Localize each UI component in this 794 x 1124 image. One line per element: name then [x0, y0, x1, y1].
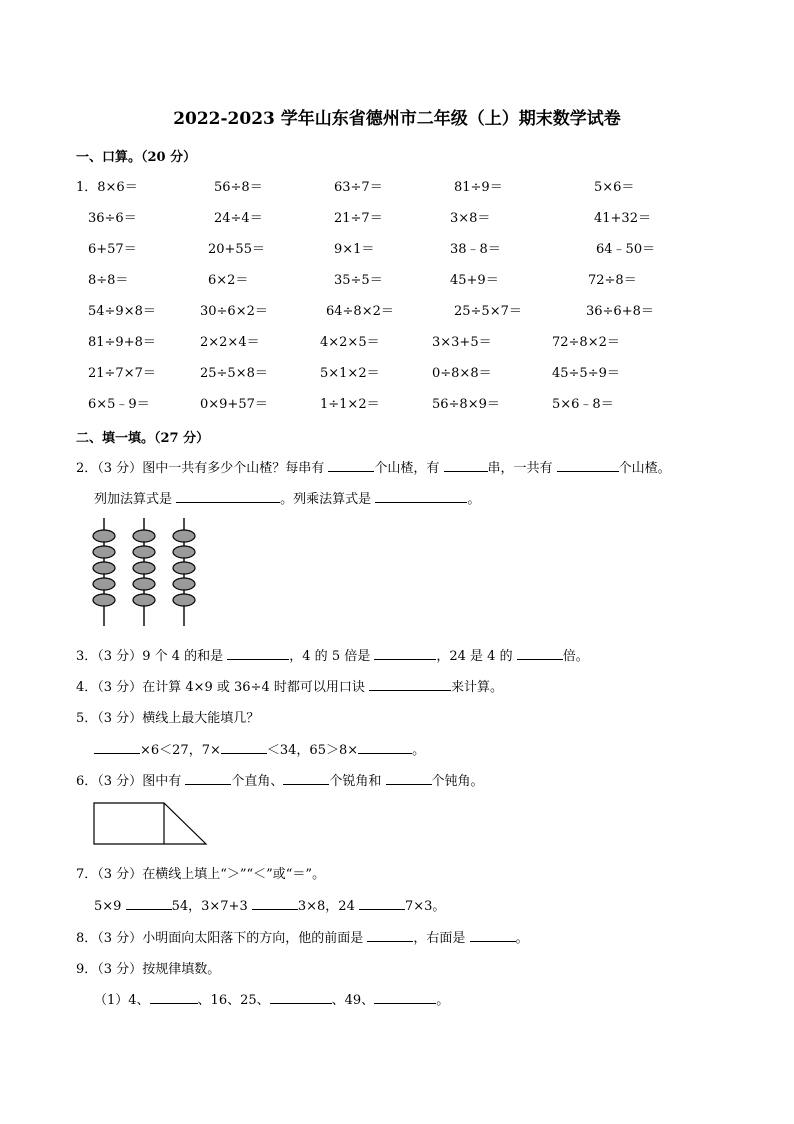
question-score: （3 分） — [97, 931, 143, 946]
question-7 — [76, 863, 325, 882]
question-text: 横线上最大能填几？ — [142, 711, 260, 726]
math-problem: 5×1×2＝ — [320, 366, 380, 381]
hawthorn-fruit — [133, 562, 155, 574]
math-problem: 25÷5×7＝ — [454, 304, 522, 319]
question-text: 个直角、 — [231, 774, 284, 789]
answer-blank[interactable] — [444, 459, 488, 472]
math-problem: 3×8＝ — [450, 211, 491, 226]
question-text: 。 — [467, 492, 481, 507]
question-text: 来计算。 — [451, 680, 504, 695]
question-text: ，24 是 4 的 — [436, 649, 513, 664]
math-problem: 38﹣8＝ — [450, 242, 501, 257]
math-problem: 3×3+5＝ — [432, 335, 492, 350]
question-number: 9． — [76, 962, 98, 977]
math-problem: 8÷8＝ — [88, 273, 129, 288]
page-title: 2022-2023 学年山东省德州市二年级（上）期末数学试卷 — [173, 109, 621, 129]
question-text: 7×3。 — [404, 899, 446, 914]
question-score: （3 分） — [97, 867, 143, 882]
answer-blank[interactable] — [374, 647, 436, 660]
question-number: 4． — [76, 680, 98, 695]
math-problem: 21÷7×7＝ — [88, 366, 156, 381]
hawthorn-fruit — [93, 546, 115, 558]
math-problem: 4×2×5＝ — [320, 335, 380, 350]
question-text: 个山楂，有 — [374, 461, 440, 476]
math-problem: 20+55＝ — [208, 242, 265, 257]
hawthorn-fruit — [133, 578, 155, 590]
answer-blank[interactable] — [94, 741, 140, 754]
math-problem: 6×2＝ — [208, 273, 249, 288]
question-text: 54，3×7+3 — [171, 899, 248, 914]
answer-blank[interactable] — [126, 897, 172, 910]
question-9-line2 — [94, 989, 449, 1008]
math-problem: 6+57＝ — [88, 242, 137, 257]
math-problem: 2×2×4＝ — [200, 335, 260, 350]
question-text: 个钝角。 — [431, 774, 484, 789]
answer-blank[interactable] — [227, 647, 289, 660]
math-problem: 5×6﹣8＝ — [552, 397, 614, 412]
question-2-line2 — [94, 488, 480, 507]
question-text: ＜34，65＞8× — [266, 743, 359, 758]
question-score: （3 分） — [97, 962, 143, 977]
math-problem: 72÷8×2＝ — [552, 335, 620, 350]
question-8 — [76, 927, 529, 946]
trapezoid-outline — [94, 803, 206, 844]
math-problem: 41+32＝ — [594, 211, 651, 226]
hawthorn-fruit — [133, 546, 155, 558]
math-problem: 81÷9+8＝ — [88, 335, 156, 350]
question-text: 图中有 — [142, 774, 182, 789]
hawthorn-fruit — [93, 578, 115, 590]
answer-blank[interactable] — [270, 991, 332, 1004]
question-7-line2 — [94, 895, 445, 914]
question-9 — [76, 958, 220, 977]
hawthorn-fruit — [173, 594, 195, 606]
hawthorn-fruit — [93, 562, 115, 574]
question-text: 。 — [436, 993, 450, 1008]
question-number: 8． — [76, 931, 98, 946]
math-problem: 0×9+57＝ — [200, 397, 268, 412]
question-score: （3 分） — [97, 649, 143, 664]
math-problem: 35÷5＝ — [334, 273, 383, 288]
answer-blank[interactable] — [375, 490, 467, 503]
question-text: 、49、 — [331, 993, 375, 1008]
hawthorn-fruit — [173, 578, 195, 590]
answer-blank[interactable] — [374, 991, 436, 1004]
question-4 — [76, 676, 503, 695]
question-text: ，右面是 — [413, 931, 466, 946]
hawthorn-fruit — [93, 594, 115, 606]
question-5-line2 — [94, 739, 425, 758]
math-problem: 1÷1×2＝ — [320, 397, 380, 412]
answer-blank[interactable] — [386, 772, 432, 785]
math-problem: 45÷5÷9＝ — [552, 366, 620, 381]
question-text: 串，一共有 — [487, 461, 553, 476]
math-problem: 9×1＝ — [334, 242, 375, 257]
math-problem: 5×6＝ — [594, 180, 635, 195]
math-problem: 36÷6＝ — [88, 211, 137, 226]
question-text: 。 — [412, 743, 426, 758]
answer-blank[interactable] — [359, 897, 405, 910]
answer-blank[interactable] — [358, 741, 412, 754]
question-score: （3 分） — [97, 711, 143, 726]
question-text: 倍。 — [562, 649, 589, 664]
section2-heading: 二、填一填。（27 分） — [76, 431, 210, 446]
math-problem: 36÷6+8＝ — [586, 304, 654, 319]
hawthorn-fruit — [173, 530, 195, 542]
answer-blank[interactable] — [367, 929, 413, 942]
math-problem: 1．8×6＝ — [76, 180, 138, 195]
answer-blank[interactable] — [369, 678, 451, 691]
question-2 — [76, 457, 671, 476]
math-problem: 64﹣50＝ — [596, 242, 656, 257]
question-6 — [76, 770, 484, 789]
math-problem: 0÷8×8＝ — [432, 366, 492, 381]
answer-blank[interactable] — [221, 741, 267, 754]
question-text: 列加法算式是 — [94, 492, 173, 507]
question-text: 按规律填数。 — [142, 962, 221, 977]
question-score: （3 分） — [97, 461, 143, 476]
question-number: 2． — [76, 461, 98, 476]
question-text: 个山楂。 — [618, 461, 671, 476]
answer-blank[interactable] — [283, 772, 329, 785]
math-problem: 30÷6×2＝ — [200, 304, 268, 319]
hawthorn-fruit — [173, 562, 195, 574]
question-score: （3 分） — [97, 680, 143, 695]
answer-blank[interactable] — [185, 772, 231, 785]
question-text: 图中一共有多少个山楂？每串有 — [142, 461, 325, 476]
question-text: 个锐角和 — [329, 774, 382, 789]
math-problem: 45+9＝ — [450, 273, 499, 288]
math-problem: 25÷5×8＝ — [200, 366, 268, 381]
question-text: （1）4、 — [94, 993, 150, 1008]
question-text: 。 — [515, 931, 529, 946]
math-problem: 81÷9＝ — [454, 180, 503, 195]
question-text: 、16、25、 — [197, 993, 270, 1008]
math-problem: 63÷7＝ — [334, 180, 383, 195]
math-problem: 54÷9×8＝ — [88, 304, 156, 319]
section1-heading: 一、口算。（20 分） — [76, 150, 197, 165]
question-text: 。列乘法算式是 — [280, 492, 372, 507]
answer-blank[interactable] — [517, 647, 563, 660]
math-problem: 56÷8×9＝ — [432, 397, 500, 412]
math-problem: 24÷4＝ — [214, 211, 263, 226]
question-text: ，4 的 5 倍是 — [289, 649, 371, 664]
question-text: 在计算 4×9 或 36÷4 时都可以用口诀 — [142, 680, 365, 695]
question-number: 6． — [76, 774, 98, 789]
answer-blank[interactable] — [176, 490, 280, 503]
answer-blank[interactable] — [557, 459, 619, 472]
math-problem: 64÷8×2＝ — [326, 304, 394, 319]
question-text: 3×8，24 — [297, 899, 355, 914]
answer-blank[interactable] — [252, 897, 298, 910]
question-text: 9 个 4 的和是 — [142, 649, 224, 664]
answer-blank[interactable] — [150, 991, 198, 1004]
question-text: 在横线上填上“＞”“＜”或“＝”。 — [142, 867, 326, 882]
question-3 — [76, 645, 589, 664]
hawthorn-fruit — [133, 530, 155, 542]
math-problem: 21÷7＝ — [334, 211, 383, 226]
answer-blank[interactable] — [328, 459, 374, 472]
hawthorn-skewers-figure — [86, 514, 206, 630]
question-text: 5×9 — [94, 899, 122, 914]
math-problem: 6×5﹣9＝ — [88, 397, 150, 412]
trapezoid-figure — [92, 800, 210, 848]
question-5 — [76, 707, 259, 726]
answer-blank[interactable] — [470, 929, 516, 942]
question-score: （3 分） — [97, 774, 143, 789]
question-text: 小明面向太阳落下的方向，他的前面是 — [142, 931, 364, 946]
math-problem: 72÷8＝ — [588, 273, 637, 288]
question-number: 5． — [76, 711, 98, 726]
question-text: ×6＜27，7× — [140, 743, 221, 758]
hawthorn-fruit — [93, 530, 115, 542]
hawthorn-fruit — [133, 594, 155, 606]
math-problem: 56÷8＝ — [214, 180, 263, 195]
hawthorn-fruit — [173, 546, 195, 558]
question-number: 7． — [76, 867, 98, 882]
question-number: 3． — [76, 649, 98, 664]
